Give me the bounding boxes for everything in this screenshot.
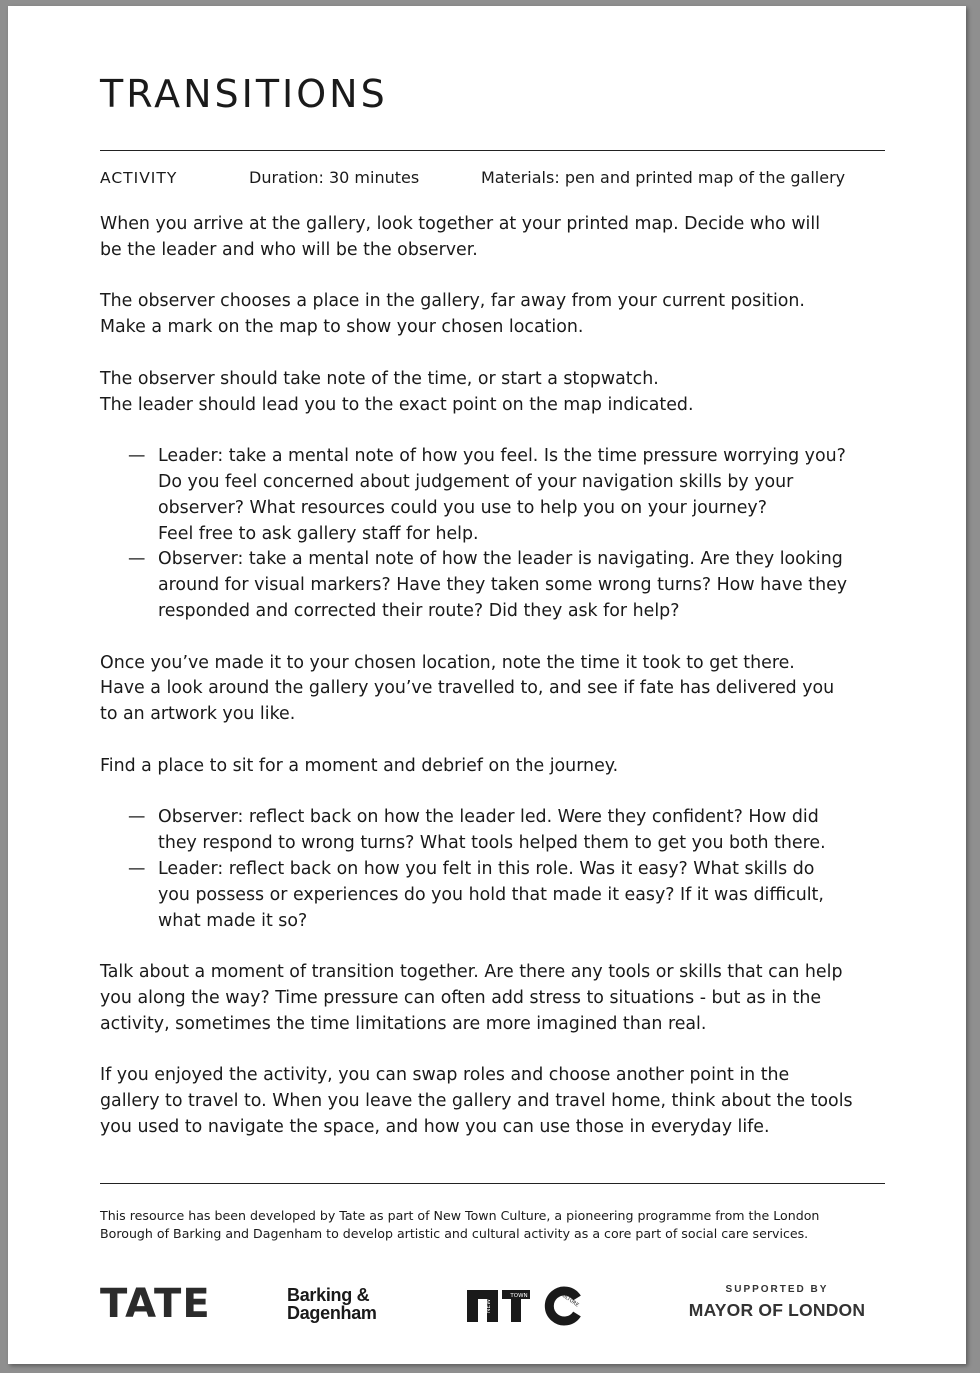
paragraph-line: Talk about a moment of transition together. Are there any tools or skills that can help xyxy=(100,962,843,983)
footnote xyxy=(100,1207,885,1243)
materials-text: Materials: pen and printed map of the gallery xyxy=(481,168,846,187)
new-town-culture-logo xyxy=(465,1284,583,1328)
paragraph xyxy=(100,960,885,1037)
barking-dagenham-logo xyxy=(287,1286,377,1322)
bullet-list xyxy=(100,444,885,625)
bullet-dash: — xyxy=(128,446,146,467)
paragraph-line: you used to navigate the space, and how you can use those in everyday life. xyxy=(100,1116,770,1137)
paragraph-line: The observer should take note of the time, or start a stopwatch. xyxy=(100,368,659,389)
barking-logo-line: Barking & xyxy=(287,1285,370,1305)
activity-instructions xyxy=(100,212,885,1166)
list-item-line: responded and corrected their route? Did they ask for help? xyxy=(158,600,680,621)
list-item-line: what made it so? xyxy=(158,910,308,931)
list-item-line: you possess or experiences do you hold that made it easy? If it was difficult, xyxy=(158,884,824,905)
dagenham-logo-line: Dagenham xyxy=(287,1303,377,1323)
paragraph-line: The leader should lead you to the exact point on the map indicated. xyxy=(100,394,694,415)
paragraph-line: Once you’ve made it to your chosen location, note the time it took to get there. xyxy=(100,652,795,673)
ntc-culture-text: CULTURE xyxy=(557,1290,580,1309)
list-item-line: Observer: reflect back on how the leader led. Were they confident? How did xyxy=(158,807,819,828)
ntc-letter-n-top xyxy=(467,1290,498,1299)
paragraph xyxy=(100,212,885,264)
list-item-line: Feel free to ask gallery staff for help. xyxy=(158,523,479,544)
footer-divider xyxy=(100,1183,885,1184)
list-item-line: Do you feel concerned about judgement of your navigation skills by your xyxy=(158,471,794,492)
supported-by-text: SUPPORTED BY xyxy=(725,1284,829,1295)
activity-meta xyxy=(100,163,885,193)
footnote-line: This resource has been developed by Tate as part of New Town Culture, a pioneering programme from the London xyxy=(100,1208,820,1223)
paragraph-line: Make a mark on the map to show your chosen location. xyxy=(100,317,584,338)
header-divider xyxy=(100,150,885,151)
list-item-line: Leader: reflect back on how you felt in this role. Was it easy? What skills do xyxy=(158,858,815,879)
partner-logos xyxy=(100,1276,885,1336)
paragraph-line: Find a place to sit for a moment and debrief on the journey. xyxy=(100,755,619,776)
bullet-dash: — xyxy=(128,858,146,879)
list-item-line: Leader: take a mental note of how you feel. Is the time pressure worrying you? xyxy=(158,446,846,467)
ntc-new-text: NEW xyxy=(485,1298,492,1314)
ntc-town-text: TOWN xyxy=(510,1293,528,1299)
list-item xyxy=(100,805,885,857)
paragraph-line: When you arrive at the gallery, look together at your printed map. Decide who will xyxy=(100,214,821,234)
paragraph-line: If you enjoyed the activity, you can swap roles and choose another point in the xyxy=(100,1065,790,1086)
bullet-dash: — xyxy=(128,807,146,828)
page-title: TRANSITIONS xyxy=(100,72,388,116)
paragraph-line: be the leader and who will be the observer. xyxy=(100,239,478,260)
mayor-of-london-logo xyxy=(677,1283,877,1323)
list-item xyxy=(100,547,885,624)
bullet-dash: — xyxy=(128,549,146,570)
list-item-line: around for visual markers? Have they taken some wrong turns? How have they xyxy=(158,575,848,596)
paragraph-line: activity, sometimes the time limitations are more imagined than real. xyxy=(100,1013,707,1034)
paragraph-line: you along the way? Time pressure can often add stress to situations - but as in the xyxy=(100,987,822,1008)
paragraph-line: to an artwork you like. xyxy=(100,704,296,725)
list-item xyxy=(100,857,885,934)
list-item xyxy=(100,444,885,547)
duration-text: Duration: 30 minutes xyxy=(249,168,420,187)
activity-label: ACTIVITY xyxy=(100,169,178,187)
paragraph xyxy=(100,1063,885,1140)
list-item-line: Observer: take a mental note of how the leader is navigating. Are they looking xyxy=(158,549,843,570)
mayor-of-london-text: MAYOR OF LONDON xyxy=(688,1300,866,1320)
paragraph-line: The observer chooses a place in the gallery, far away from your current position. xyxy=(100,291,805,312)
document-page xyxy=(8,6,966,1364)
paragraph xyxy=(100,367,885,419)
tate-logo-text: TATE xyxy=(100,1281,211,1327)
tate-logo xyxy=(100,1281,211,1327)
footnote-line: Borough of Barking and Dagenham to develop artistic and cultural activity as a core part of social care services. xyxy=(100,1226,809,1241)
paragraph xyxy=(100,289,885,341)
paragraph xyxy=(100,651,885,728)
list-item-line: they respond to wrong turns? What tools helped them to get you both there. xyxy=(158,833,826,854)
paragraph-line: gallery to travel to. When you leave the gallery and travel home, think about the tools xyxy=(100,1091,853,1112)
list-item-line: observer? What resources could you use to help you on your journey? xyxy=(158,497,767,518)
paragraph-line: Have a look around the gallery you’ve travelled to, and see if fate has delivered you xyxy=(100,678,835,699)
paragraph xyxy=(100,754,885,780)
bullet-list xyxy=(100,805,885,934)
